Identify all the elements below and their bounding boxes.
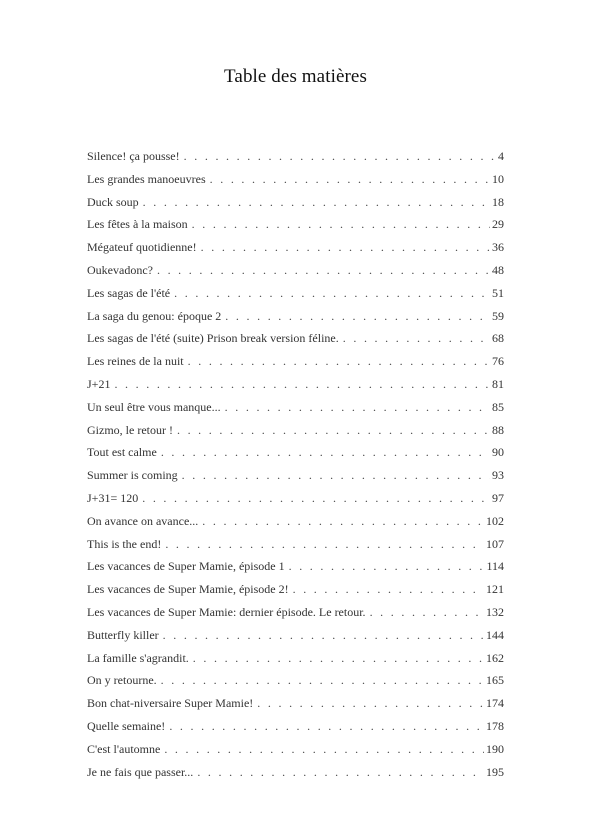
toc-entry bbox=[87, 309, 504, 332]
dot-leader bbox=[225, 309, 490, 323]
toc-page-number: 85 bbox=[492, 399, 504, 414]
toc-entry bbox=[87, 719, 504, 742]
toc-entry-title: This is the end! bbox=[87, 536, 162, 551]
toc-entry-title: Les sagas de l'été bbox=[87, 285, 171, 300]
toc-page-number: 174 bbox=[486, 696, 504, 711]
toc-page-number: 195 bbox=[486, 764, 504, 779]
toc-page-number: 132 bbox=[486, 604, 504, 619]
toc-entry-title: Les vacances de Super Mamie, épisode 1 bbox=[87, 559, 285, 574]
toc-entry-title: On y retourne. bbox=[87, 673, 157, 688]
toc-page-number: 51 bbox=[492, 285, 504, 300]
toc-entry bbox=[87, 331, 504, 354]
dot-leader bbox=[182, 468, 490, 482]
dot-leader bbox=[169, 719, 484, 733]
dot-leader bbox=[293, 582, 484, 596]
toc-entry bbox=[87, 445, 504, 468]
dot-leader bbox=[143, 195, 490, 209]
toc-page-number: 107 bbox=[486, 536, 504, 551]
toc-page-number: 68 bbox=[492, 331, 504, 346]
toc-page-number: 144 bbox=[486, 627, 504, 642]
toc-entry-title: J+21 bbox=[87, 376, 111, 391]
toc-entry bbox=[87, 628, 504, 651]
toc-entry bbox=[87, 514, 504, 537]
toc-entry bbox=[87, 149, 504, 172]
dot-leader bbox=[257, 696, 484, 710]
toc-entry bbox=[87, 377, 504, 400]
toc-entry bbox=[87, 172, 504, 195]
dot-leader bbox=[343, 331, 490, 345]
toc-page-number: 114 bbox=[486, 559, 504, 574]
toc-page-number: 10 bbox=[492, 171, 504, 186]
toc-entry-title: Quelle semaine! bbox=[87, 718, 166, 733]
toc-entry bbox=[87, 217, 504, 240]
toc-entry-title: Butterfly killer bbox=[87, 627, 159, 642]
toc-page-number: 162 bbox=[486, 650, 504, 665]
toc-entry-title: Silence! ça pousse! bbox=[87, 149, 180, 163]
toc-entry bbox=[87, 742, 504, 765]
toc-page-number: 76 bbox=[492, 354, 504, 369]
toc-entry-title: Bon chat-niversaire Super Mamie! bbox=[87, 696, 254, 711]
toc-page-number: 102 bbox=[486, 513, 504, 528]
dot-leader bbox=[163, 628, 484, 642]
toc-entry bbox=[87, 400, 504, 423]
toc-page-number: 18 bbox=[492, 194, 504, 209]
dot-leader bbox=[165, 537, 484, 551]
toc-entry-title: Les vacances de Super Mamie, épisode 2! bbox=[87, 582, 289, 597]
dot-leader bbox=[210, 172, 490, 186]
toc-entry-title: On avance on avance... bbox=[87, 513, 199, 528]
toc-entry-title: La saga du genou: époque 2 bbox=[87, 308, 222, 323]
toc-page-number: 48 bbox=[492, 262, 504, 277]
dot-leader bbox=[370, 605, 484, 619]
toc-page-number: 90 bbox=[492, 445, 504, 460]
dot-leader bbox=[164, 742, 484, 756]
toc-entry bbox=[87, 651, 504, 674]
toc-entry-title: Les fêtes à la maison bbox=[87, 217, 188, 232]
dot-leader bbox=[184, 149, 496, 163]
toc-entry bbox=[87, 468, 504, 491]
dot-leader bbox=[114, 377, 490, 391]
toc-entry bbox=[87, 263, 504, 286]
dot-leader bbox=[201, 240, 490, 254]
toc-entry-title: Je ne fais que passer... bbox=[87, 764, 194, 779]
toc-entry bbox=[87, 582, 504, 605]
toc-entry-title: C'est l'automne bbox=[87, 741, 161, 756]
dot-leader bbox=[161, 445, 490, 459]
dot-leader bbox=[157, 263, 490, 277]
dot-leader bbox=[192, 217, 490, 231]
toc-entry-title: Tout est calme bbox=[87, 445, 157, 460]
toc-page-number: 93 bbox=[492, 468, 504, 483]
toc-page-number: 81 bbox=[492, 376, 504, 391]
toc-entry bbox=[87, 354, 504, 377]
toc-entry bbox=[87, 696, 504, 719]
toc-entry-title: J+31= 120 bbox=[87, 490, 139, 505]
table-of-contents bbox=[87, 149, 504, 787]
toc-entry bbox=[87, 559, 504, 582]
toc-entry-title: Les vacances de Super Mamie: dernier épisode. Le retour. bbox=[87, 604, 366, 619]
toc-entry-title: Duck soup bbox=[87, 194, 139, 209]
toc-entry-title: Les sagas de l'été (suite) Prison break version féline. bbox=[87, 331, 339, 346]
toc-entry bbox=[87, 423, 504, 446]
page-title: Table des matières bbox=[224, 66, 367, 87]
toc-entry-title: Un seul être vous manque... bbox=[87, 399, 221, 414]
toc-page-number: 121 bbox=[486, 582, 504, 597]
dot-leader bbox=[202, 514, 484, 528]
toc-entry bbox=[87, 286, 504, 309]
dot-leader bbox=[193, 651, 484, 665]
toc-entry-title: La famille s'agrandit. bbox=[87, 650, 189, 665]
toc-entry-title: Oukevadonc? bbox=[87, 262, 153, 277]
toc-page-number: 165 bbox=[486, 673, 504, 688]
toc-page-number: 4 bbox=[498, 149, 504, 163]
toc-entry bbox=[87, 605, 504, 628]
toc-entry bbox=[87, 240, 504, 263]
toc-entry bbox=[87, 491, 504, 514]
dot-leader bbox=[188, 354, 490, 368]
toc-entry bbox=[87, 765, 504, 788]
toc-entry-title: Gizmo, le retour ! bbox=[87, 422, 173, 437]
toc-page-number: 178 bbox=[486, 718, 504, 733]
toc-entry bbox=[87, 537, 504, 560]
dot-leader bbox=[177, 423, 490, 437]
dot-leader bbox=[225, 400, 490, 414]
toc-page-number: 97 bbox=[492, 490, 504, 505]
toc-page-number: 59 bbox=[492, 308, 504, 323]
toc-entry-title: Les reines de la nuit bbox=[87, 354, 184, 369]
toc-entry-title: Les grandes manoeuvres bbox=[87, 171, 206, 186]
toc-entry-title: Summer is coming bbox=[87, 468, 178, 483]
toc-page-number: 36 bbox=[492, 240, 504, 255]
toc-entry bbox=[87, 673, 504, 696]
toc-entry-title: Mégateuf quotidienne! bbox=[87, 240, 197, 255]
dot-leader bbox=[174, 286, 490, 300]
dot-leader bbox=[142, 491, 490, 505]
toc-page-number: 88 bbox=[492, 422, 504, 437]
toc-page-number: 29 bbox=[492, 217, 504, 232]
dot-leader bbox=[161, 673, 484, 687]
dot-leader bbox=[197, 765, 484, 779]
toc-page-number: 190 bbox=[486, 741, 504, 756]
dot-leader bbox=[289, 559, 485, 573]
toc-entry bbox=[87, 195, 504, 218]
